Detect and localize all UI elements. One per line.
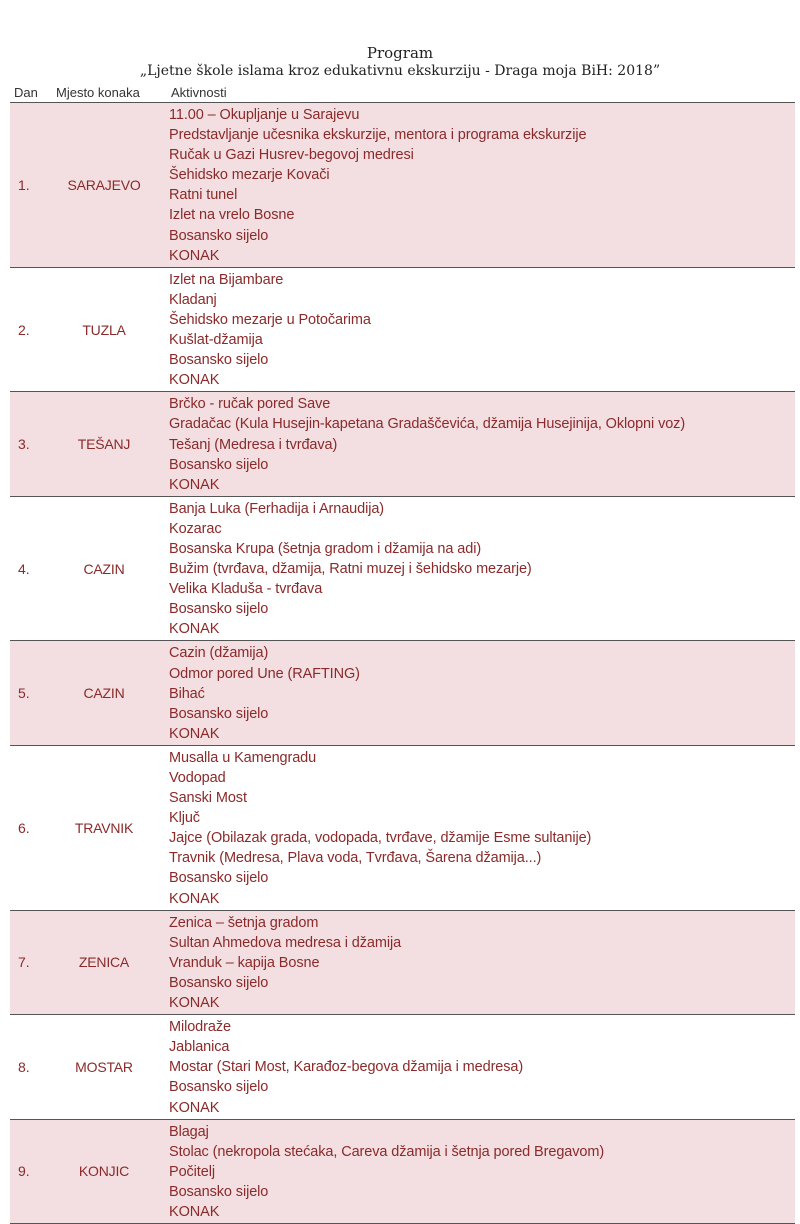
overnight-location: CAZIN [83, 560, 125, 577]
document-title-block [0, 44, 800, 80]
overnight-location: CAZIN [83, 685, 125, 702]
overnight-location: KONJIC [78, 1163, 130, 1180]
activities-list [169, 1120, 795, 1223]
document-title: Program [366, 44, 434, 62]
activity-item: Bosansko sijelo [169, 705, 269, 722]
activity-item: Bosansko sijelo [169, 456, 269, 473]
activity-item: Mostar (Stari Most, Karađoz-begova džamija i medresa) [169, 1059, 524, 1076]
activity-item: KONAK [169, 995, 220, 1012]
table-row [10, 392, 795, 496]
activity-item: Bosansko sijelo [169, 227, 269, 244]
activities-list [169, 392, 795, 495]
overnight-location: TRAVNIK [74, 819, 134, 836]
table-header [10, 84, 795, 103]
activity-item: KONAK [169, 890, 220, 907]
activity-item: Bužim (tvrđava, džamija, Ratni muzej i šehidsko mezarje) [169, 561, 532, 578]
activity-item: Vodopad [169, 770, 226, 786]
day-number: 9. [18, 1163, 30, 1180]
activity-item: Ručak u Gazi Husrev-begovoj medresi [169, 147, 414, 164]
activity-item: Jajce (Obilazak grada, vodopada, tvrđave, džamije Esme sultanije) [169, 830, 592, 847]
activity-item: KONAK [169, 725, 220, 742]
overnight-location: MOSTAR [75, 1058, 133, 1075]
table-row [10, 1120, 795, 1224]
day-number: 6. [18, 819, 30, 836]
activity-item: Bosanska Krupa (šetnja gradom i džamija na adi) [169, 540, 482, 557]
day-number: 3. [18, 436, 30, 453]
activity-item: 11.00 – Okupljanje u Sarajevu [169, 107, 360, 123]
document-subtitle: „Ljetne škole islama kroz edukativnu ekskurziju - Draga moja BiH: 2018” [139, 63, 661, 79]
activity-item: Ključ [169, 810, 200, 827]
activity-item: Sanski Most [169, 790, 247, 807]
activity-item: Predstavljanje učesnika ekskurzije, mentora i programa ekskurzije [169, 127, 587, 144]
activity-item: Kladanj [169, 291, 217, 308]
activities-list [169, 268, 795, 392]
activity-item: Tešanj (Medresa i tvrđava) [169, 436, 338, 453]
day-number: 8. [18, 1058, 30, 1075]
activity-item: Sultan Ahmedova medresa i džamija [169, 934, 402, 951]
activity-item: Kozarac [169, 520, 222, 537]
activities-list [169, 1015, 795, 1118]
activity-item: Šehidsko mezarje u Potočarima [169, 311, 371, 328]
table-row [10, 641, 795, 745]
day-number: 1. [18, 176, 30, 193]
activity-item: Stolac (nekropola stećaka, Careva džamija i šetnja pored Bregavom) [169, 1143, 605, 1160]
activity-item: KONAK [169, 1203, 220, 1220]
activity-item: Šehidsko mezarje Kovači [169, 167, 330, 184]
activity-item: Velika Kladuša - tvrđava [169, 581, 323, 598]
header-mjesto: Mjesto konaka [56, 85, 140, 100]
activity-item: Bosansko sijelo [169, 1079, 269, 1096]
activity-item: Bosansko sijelo [169, 352, 269, 369]
day-number: 2. [18, 321, 30, 338]
day-number: 5. [18, 685, 30, 702]
table-row [10, 911, 795, 1015]
overnight-location: TUZLA [82, 321, 126, 338]
overnight-location: TEŠANJ [77, 436, 131, 453]
activity-item: Cazin (džamija) [169, 645, 269, 662]
activity-item: Bosansko sijelo [169, 601, 269, 618]
activity-item: Jablanica [169, 1039, 230, 1056]
activity-item: Bosansko sijelo [169, 974, 269, 991]
overnight-location: SARAJEVO [67, 176, 141, 193]
table-row [10, 497, 795, 642]
activity-item: Gradačac (Kula Husejin-kapetana Gradaščevića, džamija Husejinija, Oklopni voz) [169, 416, 686, 433]
program-table [10, 103, 795, 1224]
overnight-location: ZENICA [78, 954, 130, 971]
table-row [10, 103, 795, 268]
activity-item: Odmor pored Une (RAFTING) [169, 665, 360, 682]
activities-list [169, 103, 795, 267]
day-number: 7. [18, 954, 30, 971]
table-row [10, 1015, 795, 1119]
activity-item: Vranduk – kapija Bosne [169, 954, 320, 971]
activity-item: KONAK [169, 621, 220, 638]
activity-item: Izlet na Bijambare [169, 271, 284, 288]
activities-list [169, 641, 795, 744]
table-row [10, 746, 795, 911]
activity-item: Kušlat-džamija [169, 332, 263, 349]
activity-item: Zenica – šetnja gradom [169, 914, 319, 931]
activity-item: Počitelj [169, 1163, 215, 1180]
activity-item: KONAK [169, 247, 220, 264]
table-row [10, 268, 795, 393]
activity-item: Travnik (Medresa, Plava voda, Tvrđava, Šarena džamija...) [169, 850, 542, 867]
activities-list [169, 746, 795, 910]
activities-list [169, 497, 795, 641]
activity-item: Musalla u Kamengradu [169, 749, 317, 766]
activity-item: Brčko - ručak pored Save [169, 396, 331, 413]
activity-item: Izlet na vrelo Bosne [169, 207, 295, 224]
header-dan: Dan [14, 85, 38, 100]
activity-item: KONAK [169, 476, 220, 493]
header-aktivnosti: Aktivnosti [171, 85, 227, 100]
activity-item: Ratni tunel [169, 187, 238, 204]
activity-item: Milodraže [169, 1019, 231, 1036]
day-number: 4. [18, 560, 30, 577]
activity-item: Bihać [169, 685, 205, 702]
activity-item: Blagaj [169, 1123, 209, 1140]
activity-item: Bosansko sijelo [169, 1183, 269, 1200]
activity-item: Bosansko sijelo [169, 870, 269, 887]
activity-item: KONAK [169, 372, 220, 389]
activity-item: KONAK [169, 1099, 220, 1116]
activity-item: Banja Luka (Ferhadija i Arnaudija) [169, 500, 385, 517]
activities-list [169, 911, 795, 1014]
